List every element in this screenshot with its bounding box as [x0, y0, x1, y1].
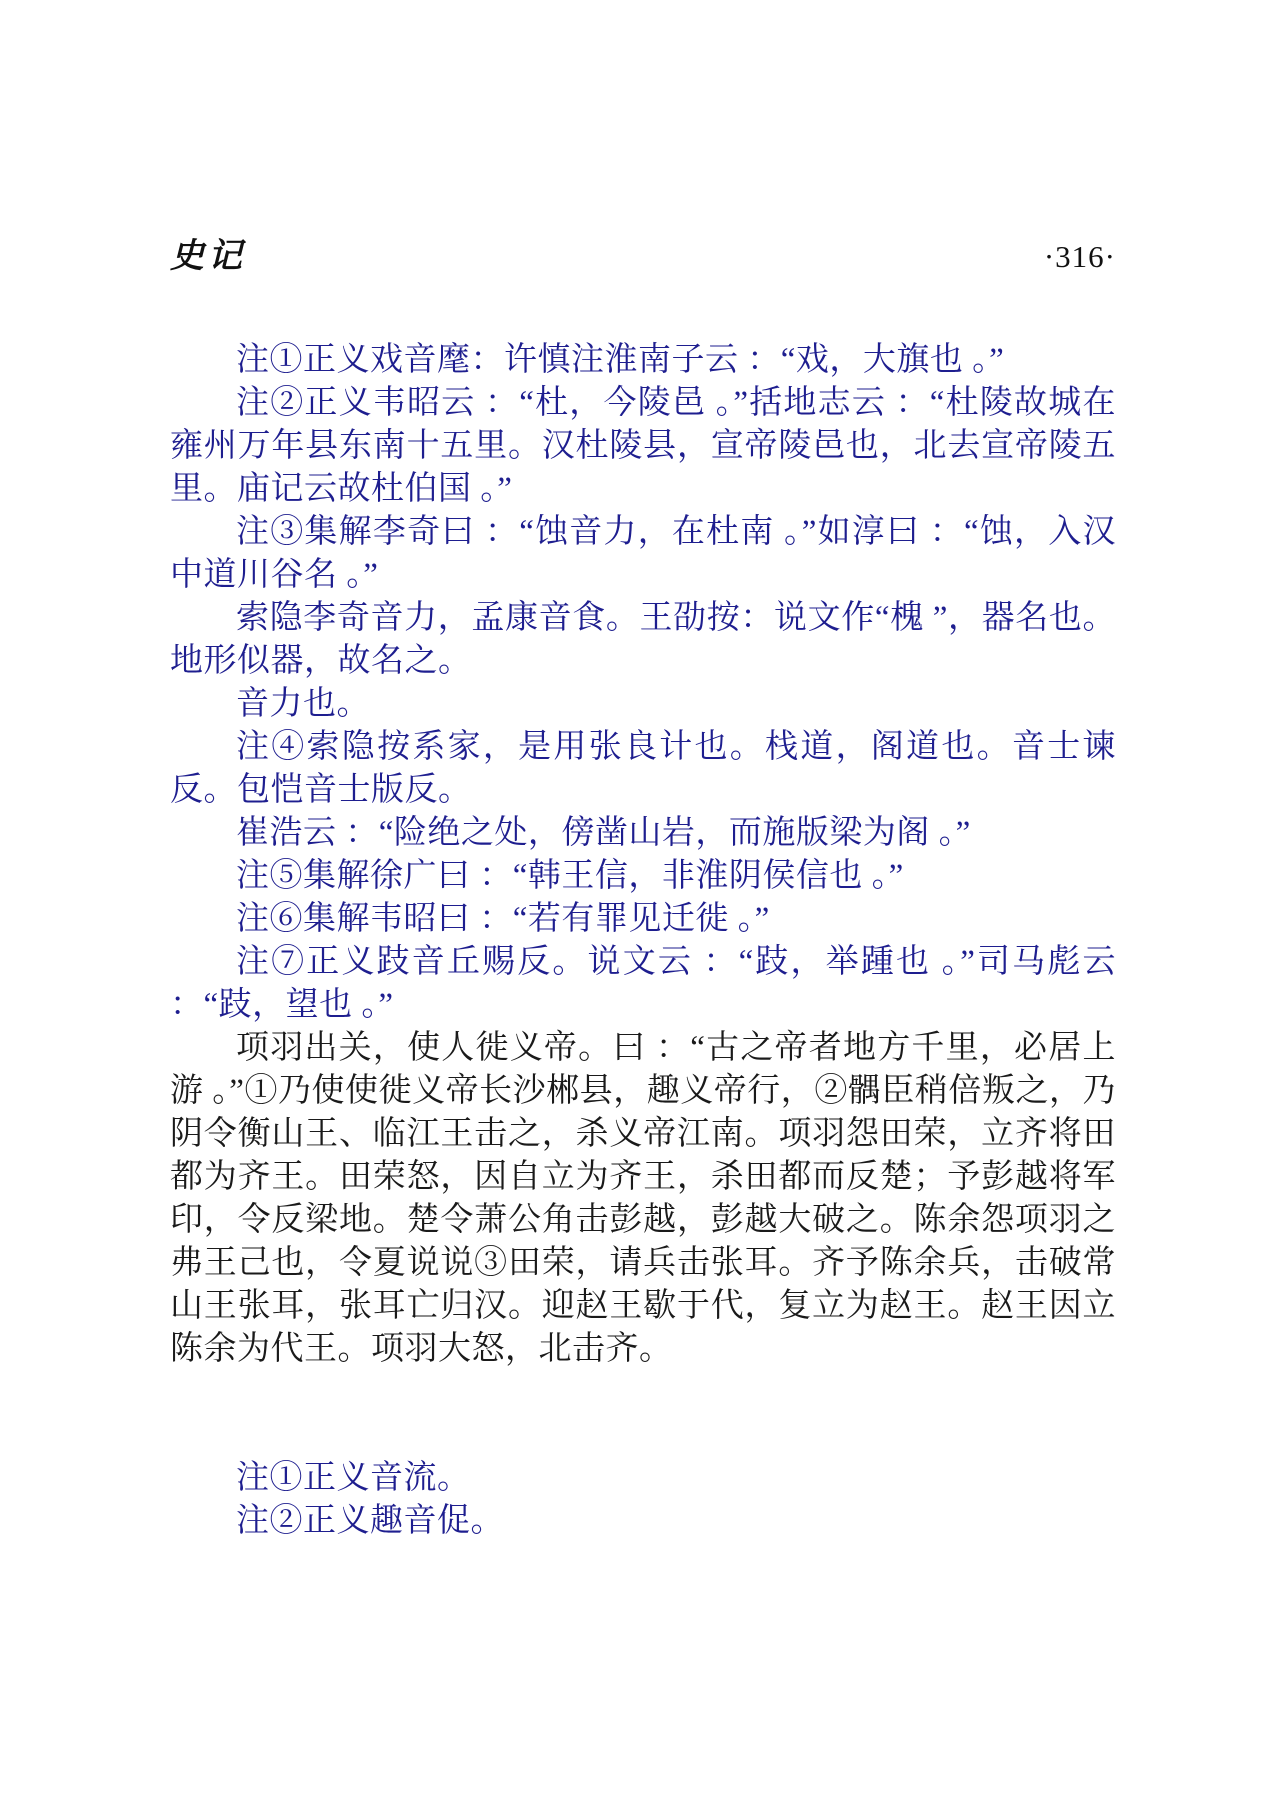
book-title: 史记 [170, 238, 246, 275]
main-body-paragraph: 项羽出关，使人徙义帝。曰 ：“古之帝者地方千里，必居上游 。”①乃使使徙义帝长沙郴县，趣义帝行，②髃臣稍倍叛之，乃阴令衡山王、临江王击之，杀义帝江南。项羽怨田荣，立齐将田都为齐王。田荣怒，因自立为齐王，杀田都而反楚；予彭越将军印，令反梁地。楚令萧公角击彭越，彭越大破之。陈余怨项羽之弗王己也，令夏说说③田荣，请兵击张耳。齐予陈余兵，击破常山王张耳，张耳亡归汉。迎赵王歇于代，复立为赵王。赵王因立陈余为代王。项羽大怒，北击齐。 [170, 1030, 1116, 1367]
footnote-paragraph-1: 注①正义音流。 [236, 1460, 471, 1496]
annotation-paragraph-10: 注⑦正义跂音丘赐反。说文云 ：“跂，举踵也 。”司马彪云 ：“跂，望也 。” [170, 944, 1116, 1023]
annotation-paragraph-1: 注①正义戏音麾：许慎注淮南子云 ：“戏，大旗也 。” [236, 342, 1005, 378]
annotation-paragraph-7: 崔浩云 ：“险绝之处，傍凿山岩，而施版梁为阁 。” [236, 815, 971, 851]
body-text [170, 339, 1116, 1543]
annotation-paragraph-3: 注③集解李奇曰 ：“蚀音力，在杜南 。”如淳曰 ：“蚀，入汉中道川谷名 。” [170, 514, 1116, 593]
footnote-paragraph-2: 注②正义趣音促。 [236, 1503, 504, 1539]
page-number: ·316· [1043, 239, 1116, 274]
page-content [170, 228, 1116, 1543]
annotation-paragraph-4: 索隐李奇音力，孟康音食。王劭按：说文作“槐 ”，器名也。地形似器，故名之。 [170, 600, 1116, 679]
annotation-paragraph-5: 音力也。 [236, 686, 370, 722]
annotation-paragraph-8: 注⑤集解徐广曰 ：“韩王信，非淮阴侯信也 。” [236, 858, 904, 894]
annotation-paragraph-6: 注④索隐按系家，是用张良计也。栈道，阁道也。音士谏反。包恺音士版反。 [170, 729, 1116, 808]
annotation-paragraph-2: 注②正义韦昭云 ：“杜，今陵邑 。”括地志云 ：“杜陵故城在雍州万年县东南十五里。汉杜陵县，宣帝陵邑也，北去宣帝陵五里。庙记云故杜伯国 。” [170, 385, 1116, 507]
annotation-paragraph-9: 注⑥集解韦昭曰 ：“若有罪见迁徙 。” [236, 901, 770, 937]
page-header [170, 228, 1116, 277]
